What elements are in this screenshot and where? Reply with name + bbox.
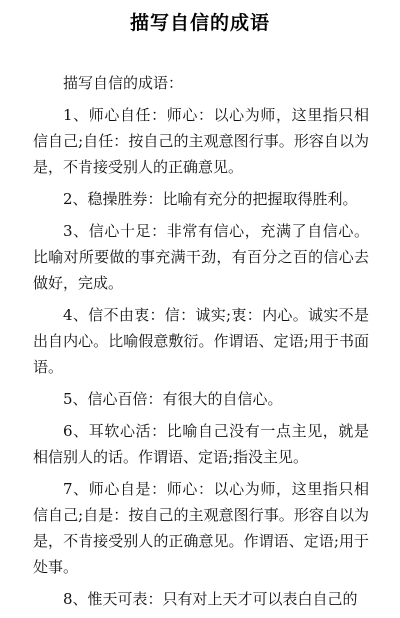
- paragraph-idiom-3: 3、信心十足：非常有信心，充满了自信心。比喻对所要做的事充满干劲，有百分之百的信心去做好，完成。: [33, 222, 369, 292]
- paragraph-idiom-1: 1、师心自任：师心：以心为师，这里指只相信自己;自任：按自己的主观意图行事。形容自以为是，不肯接受别人的正确意见。: [33, 106, 369, 176]
- paragraph-idiom-8: 8、惟天可表：只有对上天才可以表白自己的: [63, 590, 358, 608]
- document-title: 描写自信的成语: [129, 12, 270, 34]
- paragraph-idiom-4: 4、信不由衷：信：诚实;衷：内心。诚实不是出自内心。比喻假意敷衍。作谓语、定语;用于书面语。: [33, 306, 369, 376]
- document-body: [33, 70, 369, 618]
- paragraph-idiom-7: 7、师心自是：师心：以心为师，这里指只相信自己;自是：按自己的主观意图行事。形容自以为是，不肯接受别人的正确意见。作谓语、定语;用于处事。: [33, 480, 369, 576]
- paragraph-idiom-2: 2、稳操胜券：比喻有充分的把握取得胜利。: [63, 190, 358, 208]
- paragraph-intro: 描写自信的成语：: [63, 74, 184, 92]
- paragraph-idiom-6: 6、耳软心活：比喻自己没有一点主见，就是相信别人的话。作谓语、定语;指没主见。: [33, 422, 369, 466]
- paragraph-idiom-5: 5、信心百倍：有很大的自信心。: [63, 390, 283, 408]
